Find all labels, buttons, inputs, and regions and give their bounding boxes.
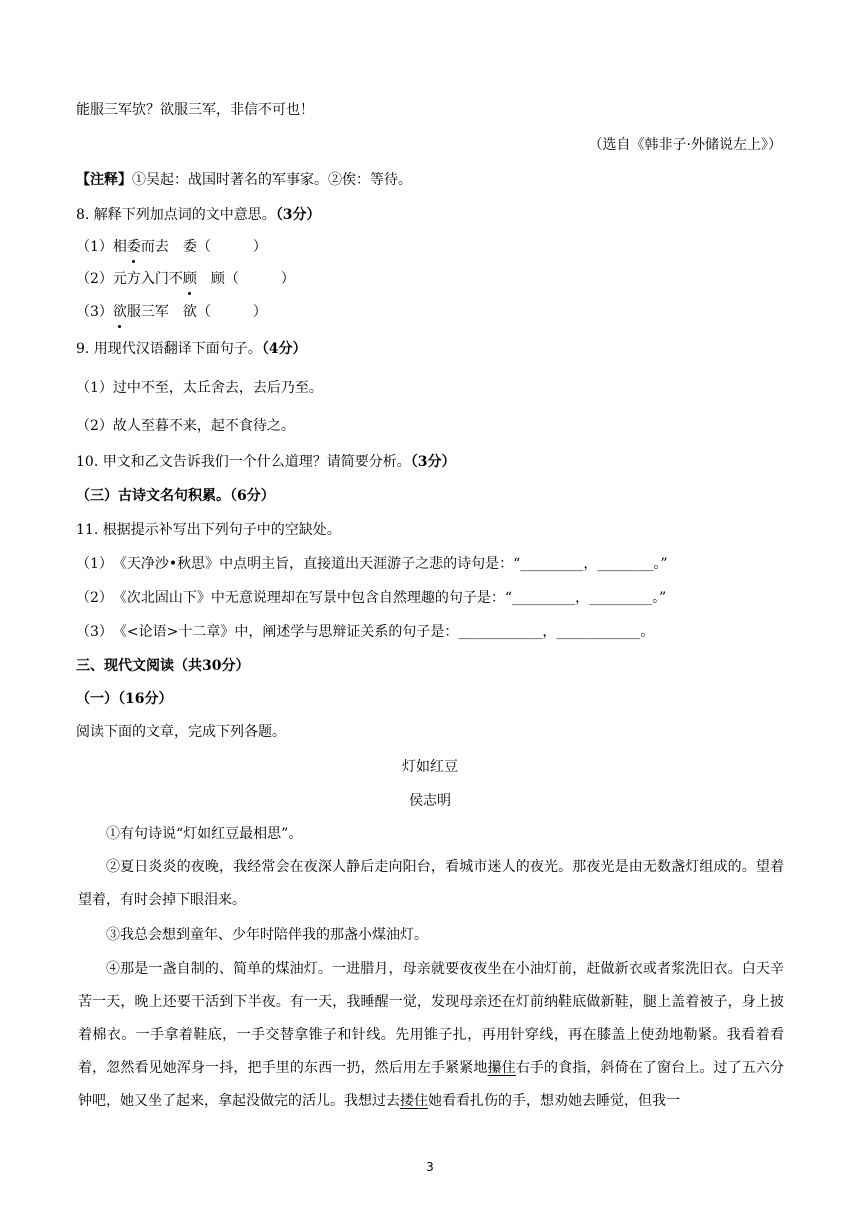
note (76, 170, 412, 190)
note-text: ①吴起：战国时著名的军事家。②俟：等待。 (132, 172, 412, 188)
article-author: 侯志明 (409, 793, 451, 809)
paragraph-1: ①有句诗说“灯如红豆最相思”。 (106, 826, 303, 842)
article-title: 灯如红豆 (402, 759, 458, 775)
q8-item (76, 237, 267, 257)
dotted-word: 欲 (112, 304, 127, 320)
q8-item-num: （1） (76, 239, 113, 255)
q11-item: （3） 《<论语>十二章》中，阐述学与思辩证关系的句子是：____________，____________。 (76, 624, 655, 640)
paragraph-4 (78, 953, 784, 1118)
paragraph-2: ②夏日炎炎的夜晚，我经常会在夜深人静后走向阳台，看城市迷人的夜光。那夜光是由无数盏灯组成的。望着望着，有时会掉下眼泪来。 (78, 859, 784, 908)
instruction: 阅读下面的文章，完成下列各题。 (76, 724, 286, 740)
underlined-word: 攥住 (487, 1060, 516, 1076)
underlined-word: 搂住 (400, 1093, 428, 1109)
q8-item-post: 服三军 欲（ ） (126, 304, 267, 320)
q8-item-num: （3） (76, 304, 113, 320)
q9-item: （2）故人至暮不来，起不食待之。 (76, 418, 295, 434)
q11-item: （2） 《次北固山下》中无意说理却在写景中包含自然理趣的句子是：“_________，_________。” (76, 590, 667, 606)
section-heading: （三）古诗文名句积累。（6分） (76, 488, 275, 504)
dotted-word: 委 (126, 239, 141, 255)
source-citation: （选自《韩非子·外储说左上》） (588, 137, 782, 153)
q8-item (76, 302, 267, 322)
q9-score: （4分） (261, 341, 307, 357)
subsection-heading: （一）（16分） (76, 691, 173, 707)
q9-item: （1）过中不至，太丘舍去，去后乃至。 (76, 380, 323, 396)
q8-score: （3分） (275, 207, 321, 223)
q10-score: （3分） (410, 454, 456, 470)
dotted-word: 顾 (182, 271, 197, 287)
q8-item-num: （2） (76, 271, 113, 287)
top-line: 能服三军欤？欲服三军，非信不可也！ (76, 102, 314, 118)
paragraph-4-part: 她看看扎伤的手，想劝她去睡觉，但我一 (428, 1093, 680, 1109)
part-heading: 三、现代文阅读（共30分） (76, 658, 250, 674)
q8-item-pre: 元方入门不 (112, 271, 183, 287)
paragraph-4-part: ④那是一盏自制的、简单的煤油灯。一进腊月，母亲就要夜夜坐在小油灯前，赶做新衣或者浆洗旧衣。白天辛苦一天，晚上还要干活到下半夜。有一天，我睡醒一觉，发现母亲还在灯前纳鞋底做新鞋，腿上盖着被子，身上披着棉衣。一手拿着鞋底，一手交替拿锥子和针线。先用锥子扎，再用针穿线，再在膝盖上使劲地勒紧。我看着看着，忽然看见她浑身一抖，把手里的东西一扔，然后用左手紧紧地 (78, 961, 784, 1076)
q8-item-post: 而去 委（ ） (140, 239, 267, 255)
page-number: 3 (426, 1160, 434, 1174)
q8-item-pre: 相 (112, 239, 127, 255)
question-8-title (76, 205, 321, 225)
question-10-title (76, 452, 455, 472)
q8-text: 8. 解释下列加点词的文中意思。 (76, 207, 276, 223)
q9-text: 9. 用现代汉语翻译下面句子。 (76, 341, 262, 357)
question-11-title: 11. 根据提示补写出下列句子中的空缺处。 (76, 522, 341, 538)
paragraph-4-part: 右手的食指，斜倚在了窗台上。过了五六分钟吧，她又坐了起来，拿起没做完的活儿。我想过去 (78, 1060, 785, 1109)
note-label: 【注释】 (76, 172, 132, 188)
q8-item-post: 顾（ ） (196, 271, 295, 287)
q11-item: （1） 《天净沙•秋思》中点明主旨，直接道出天涯游子之悲的诗句是：“_________，________。” (76, 556, 668, 572)
q10-text: 10. 甲文和乙文告诉我们一个什么道理？请简要分析。 (76, 454, 411, 470)
question-9-title (76, 339, 307, 359)
paragraph-3: ③我总会想到童年、少年时陪伴我的那盏小煤油灯。 (106, 927, 428, 943)
q8-item (76, 269, 295, 289)
